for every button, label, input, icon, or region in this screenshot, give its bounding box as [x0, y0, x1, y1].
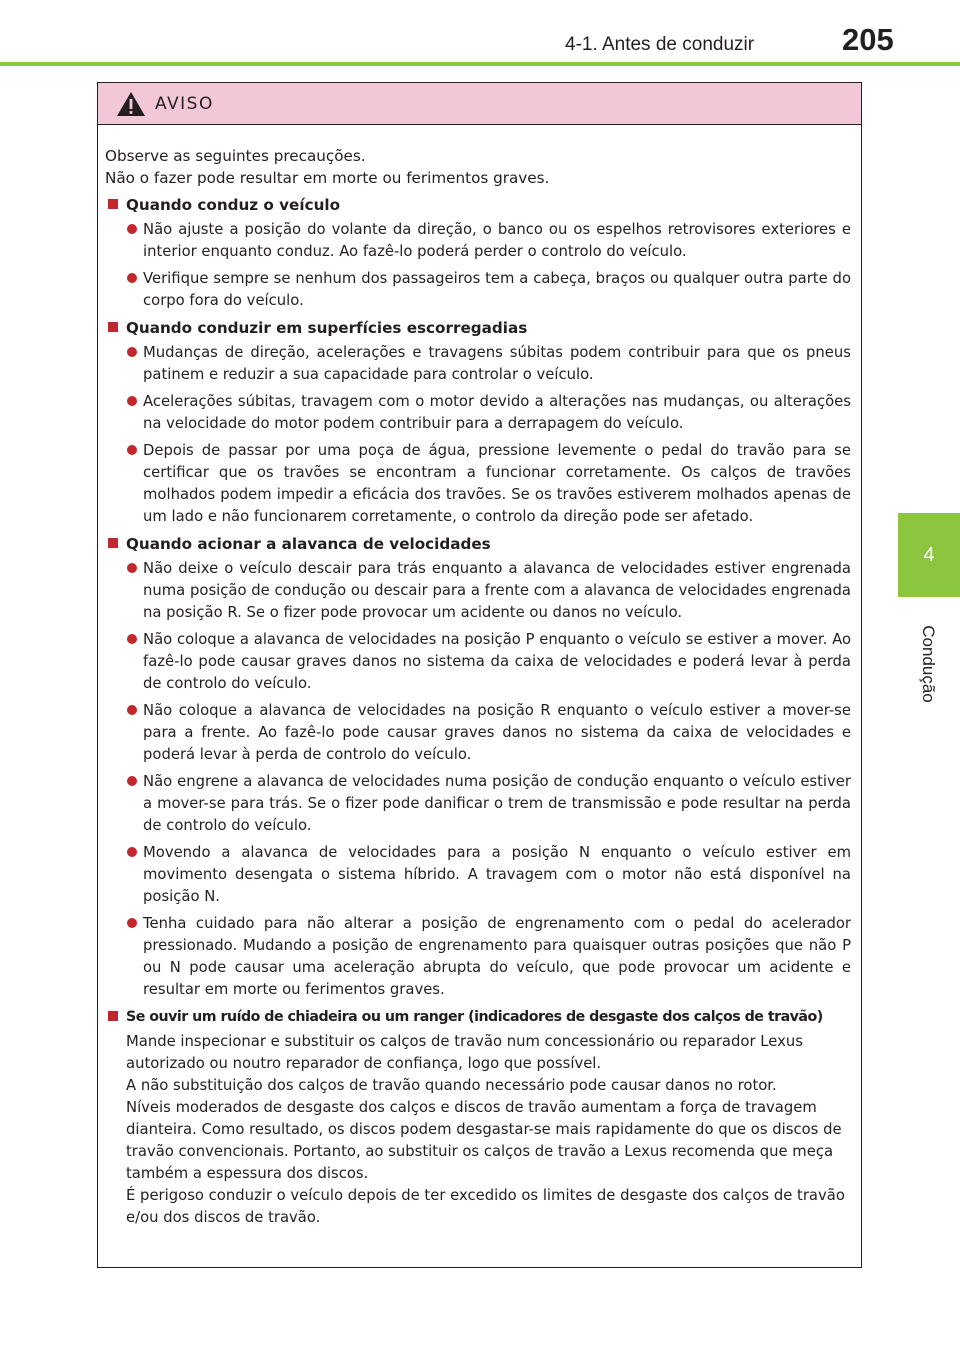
bullet-item — [105, 440, 851, 528]
red-square-marker — [108, 538, 118, 548]
bullet-text: Verifique sempre se nenhum dos passageiros tem a cabeça, braços ou qualquer outra parte do corpo fora do veículo. — [143, 270, 851, 309]
red-dot-bullet — [127, 224, 137, 234]
section-title-text: Se ouvir um ruído de chiadeira ou um ranger (indicadores de desgaste dos calços de travão) — [126, 1009, 823, 1025]
bullet-text: Não engrene a alavanca de velocidades numa posição de condução enquanto o veículo estiver a mover-se para trás. Se o fizer pode danificar o trem de transmissão e pode resultar na perda de controlo do veículo. — [143, 773, 851, 834]
bullet-text: Não ajuste a posição do volante da direção, o banco ou os espelhos retrovisores exteriores e interior enquanto conduz. Ao fazê-lo poderá perder o controlo do veículo. — [143, 221, 851, 260]
red-dot-bullet — [127, 273, 137, 283]
bullet-item — [105, 842, 851, 908]
red-dot-bullet — [127, 776, 137, 786]
chapter-tab-label — [876, 612, 960, 716]
bullet-item — [105, 268, 851, 312]
header-rule — [0, 62, 960, 66]
section-title — [105, 194, 851, 216]
red-dot-bullet — [127, 347, 137, 357]
bullet-text: Depois de passar por uma poça de água, pressione levemente o pedal do travão para se certificar que os travões se encontram a funcionar corretamente. Os calços de travões molhados podem impedir a eficácia dos travões. Se os travões estiverem molhados apenas de um lado e não funcionarem corretamente, o controlo da direção pode ser afetado. — [143, 442, 851, 525]
section-title — [105, 533, 851, 555]
section-title — [105, 317, 851, 339]
red-dot-bullet — [127, 445, 137, 455]
chapter-tab-label-text: Condução — [918, 625, 938, 703]
bullet-item — [105, 558, 851, 624]
section-title — [105, 1006, 851, 1028]
red-dot-bullet — [127, 847, 137, 857]
warning-header — [98, 83, 861, 125]
bullet-text: Acelerações súbitas, travagem com o motor devido a alterações nas mudanças, ou alterações na velocidade do motor podem contribuir para a derrapagem do veículo. — [143, 393, 851, 432]
bullet-text: Movendo a alavanca de velocidades para a posição N enquanto o veículo estiver em movimento desengata o sistema híbrido. A travagem com o motor não está disponível na posição N. — [143, 844, 851, 905]
warning-title: AVISO — [155, 93, 214, 114]
bullet-item — [105, 219, 851, 263]
warning-box — [97, 82, 862, 1268]
section-title-text: Quando acionar a alavanca de velocidades — [126, 535, 491, 553]
bullet-item — [105, 771, 851, 837]
paragraph: Mande inspecionar e substituir os calços de travão num concessionário ou reparador Lexus autorizado ou noutro reparador de confiança, logo que possível. — [126, 1033, 803, 1072]
bullet-text: Não coloque a alavanca de velocidades na posição R enquanto o veículo estiver a mover-se para a frente. Ao fazê-lo pode causar graves danos no sistema da caixa de velocidades e poderá levar à perda de controlo do veículo. — [143, 702, 851, 763]
bullet-item — [105, 913, 851, 1001]
section-paragraphs — [105, 1031, 851, 1229]
bullet-text: Não coloque a alavanca de velocidades na posição P enquanto o veículo se estiver a mover. Ao fazê-lo pode causar graves danos no sistema da caixa de velocidades e poderá levar à perda de controlo do veículo. — [143, 631, 851, 692]
section-brake-wear-noise — [105, 1006, 851, 1229]
bullet-item — [105, 700, 851, 766]
section-driving — [105, 194, 851, 312]
section-slippery-surfaces — [105, 317, 851, 528]
red-dot-bullet — [127, 396, 137, 406]
paragraph: É perigoso conduzir o veículo depois de ter excedido os limites de desgaste dos calços de travão e/ou dos discos de travão. — [126, 1187, 845, 1226]
red-square-marker — [108, 1011, 118, 1021]
bullet-item — [105, 629, 851, 695]
bullet-text: Mudanças de direção, acelerações e travagens súbitas podem contribuir para que os pneus patinem e reduzir a sua capacidade para controlar o veículo. — [143, 344, 851, 383]
red-square-marker — [108, 322, 118, 332]
bullet-item — [105, 391, 851, 435]
red-square-marker — [108, 199, 118, 209]
chapter-title: 4-1. Antes de conduzir — [565, 34, 755, 55]
section-title-text: Quando conduzir em superfícies escorregadias — [126, 319, 528, 337]
red-dot-bullet — [127, 634, 137, 644]
section-title-text: Quando conduz o veículo — [126, 196, 341, 214]
red-dot-bullet — [127, 918, 137, 928]
intro-line: Não o fazer pode resultar em morte ou ferimentos graves. — [105, 169, 550, 187]
warning-body — [98, 125, 861, 1229]
red-dot-bullet — [127, 705, 137, 715]
chapter-tab-number: 4 — [898, 513, 960, 597]
bullet-text: Não deixe o veículo descair para trás enquanto a alavanca de velocidades estiver engrenada numa posição de condução ou descair para a frente com a alavanca de velocidades engrenada na posição R. Se o fizer pode provocar um acidente ou danos no veículo. — [143, 560, 851, 621]
intro-line: Observe as seguintes precauções. — [105, 147, 366, 165]
page-number: 205 — [842, 22, 894, 57]
section-shift-lever — [105, 533, 851, 1001]
paragraph: Níveis moderados de desgaste dos calços e discos de travão aumentam a força de travagem dianteira. Como resultado, os discos podem desgastar-se mais rapidamente do que os discos de travão convencionais. Portanto, ao substituir os calços de travão a Lexus recomenda que meça também a espessura dos discos. — [126, 1099, 842, 1182]
paragraph: A não substituição dos calços de travão quando necessário pode causar danos no rotor. — [126, 1077, 777, 1094]
bullet-text: Tenha cuidado para não alterar a posição de engrenamento com o pedal do acelerador pressionado. Mudando a posição de engrenamento para quaisquer outras posições que não P ou N pode causar uma aceleração abrupta do veículo, que pode provocar um acidente e resultar em morte ou ferimentos graves. — [143, 915, 851, 998]
red-dot-bullet — [127, 563, 137, 573]
warning-triangle-icon — [116, 91, 146, 117]
bullet-item — [105, 342, 851, 386]
warning-intro — [105, 145, 851, 189]
